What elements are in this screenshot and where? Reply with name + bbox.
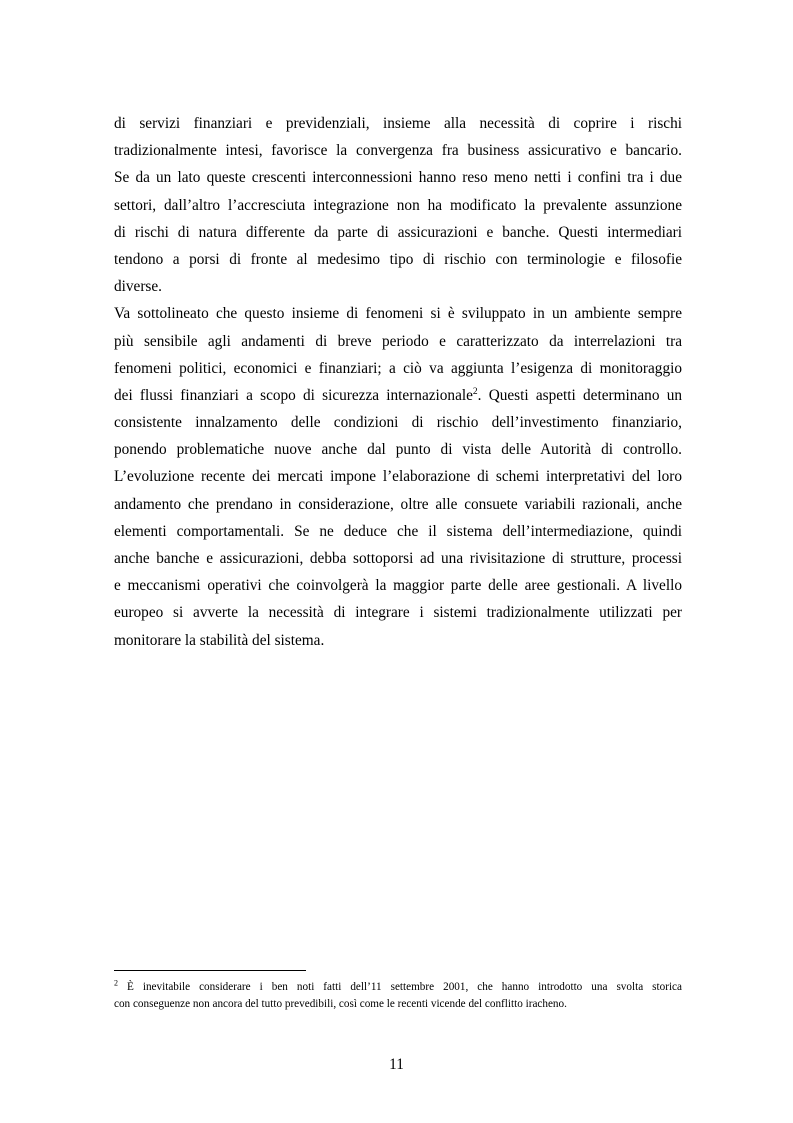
text-line: anche banche e assicurazioni, debba sottoporsi ad una rivisitazione di strutture, processi [114,550,682,567]
text-line: più sensibile agli andamenti di breve periodo e caratterizzato da interrelazioni tra [114,332,682,350]
text-line: Se da un lato queste crescenti interconnessioni hanno reso meno netti i confini tra i due [114,169,682,187]
footnote [114,979,682,1013]
footnote-reference[interactable]: 2 [472,386,478,397]
text-line: consistente innalzamento delle condizioni di rischio dell’investimento finanziario, [114,414,682,432]
body-text [114,110,682,654]
text-line: elementi comportamentali. Se ne deduce che il sistema dell’intermediazione, quindi [114,522,682,540]
paragraph-1 [114,110,682,300]
text-line: tradizionalmente intesi, favorisce la convergenza fra business assicurativo e bancario. [114,142,682,160]
footnote-text: È inevitabile considerare i ben noti fatti dell’11 settembre 2001, che hanno introdotto una svolta storica [118,981,682,993]
text-line: diverse. [114,278,162,296]
text-line: L’evoluzione recente dei mercati impone l’elaborazione di schemi interpretativi del loro [114,468,682,486]
text-line: monitorare la stabilità del sistema. [114,631,325,649]
text-segment: . Questi aspetti determinano un [477,386,682,404]
text-line: di servizi finanziari e previdenziali, insieme alla necessità di coprire i rischi [114,115,682,132]
text-line: fenomeni politici, economici e finanziari; a ciò va aggiunta l’esigenza di monitoraggio [114,359,682,377]
text-line: europeo si avverte la necessità di integrare i sistemi tradizionalmente utilizzati per [114,604,682,622]
text-line: settori, dall’altro l’accresciuta integrazione non ha modificato la prevalente assunzione [114,196,682,214]
footnote-separator [114,970,306,971]
text-line: e meccanismi operativi che coinvolgerà la maggior parte delle aree gestionali. A livello [114,577,682,595]
text-segment: dei flussi finanziari a scopo di sicurezza internazionale [114,386,473,404]
text-line: Va sottolineato che questo insieme di fenomeni si è sviluppato in un ambiente sempre [114,305,682,323]
footnote-line [114,979,682,996]
text-line-with-footnote-ref [114,382,682,409]
text-line: di rischi di natura differente da parte di assicurazioni e banche. Questi intermediari [114,223,682,241]
text-line: ponendo problematiche nuove anche dal punto di vista delle Autorità di controllo. [114,441,682,459]
paragraph-2 [114,300,682,653]
text-line: andamento che prendano in considerazione, oltre alle consuete variabili razionali, anche [114,495,682,513]
text-line: tendono a porsi di fronte al medesimo tipo di rischio con terminologie e filosofie [114,250,682,268]
page-number: 11 [389,1056,404,1073]
footnote-line: con conseguenze non ancora del tutto prevedibili, così come le recenti vicende del conflitto iracheno. [114,998,567,1010]
footnote-marker: 2 [114,978,118,988]
